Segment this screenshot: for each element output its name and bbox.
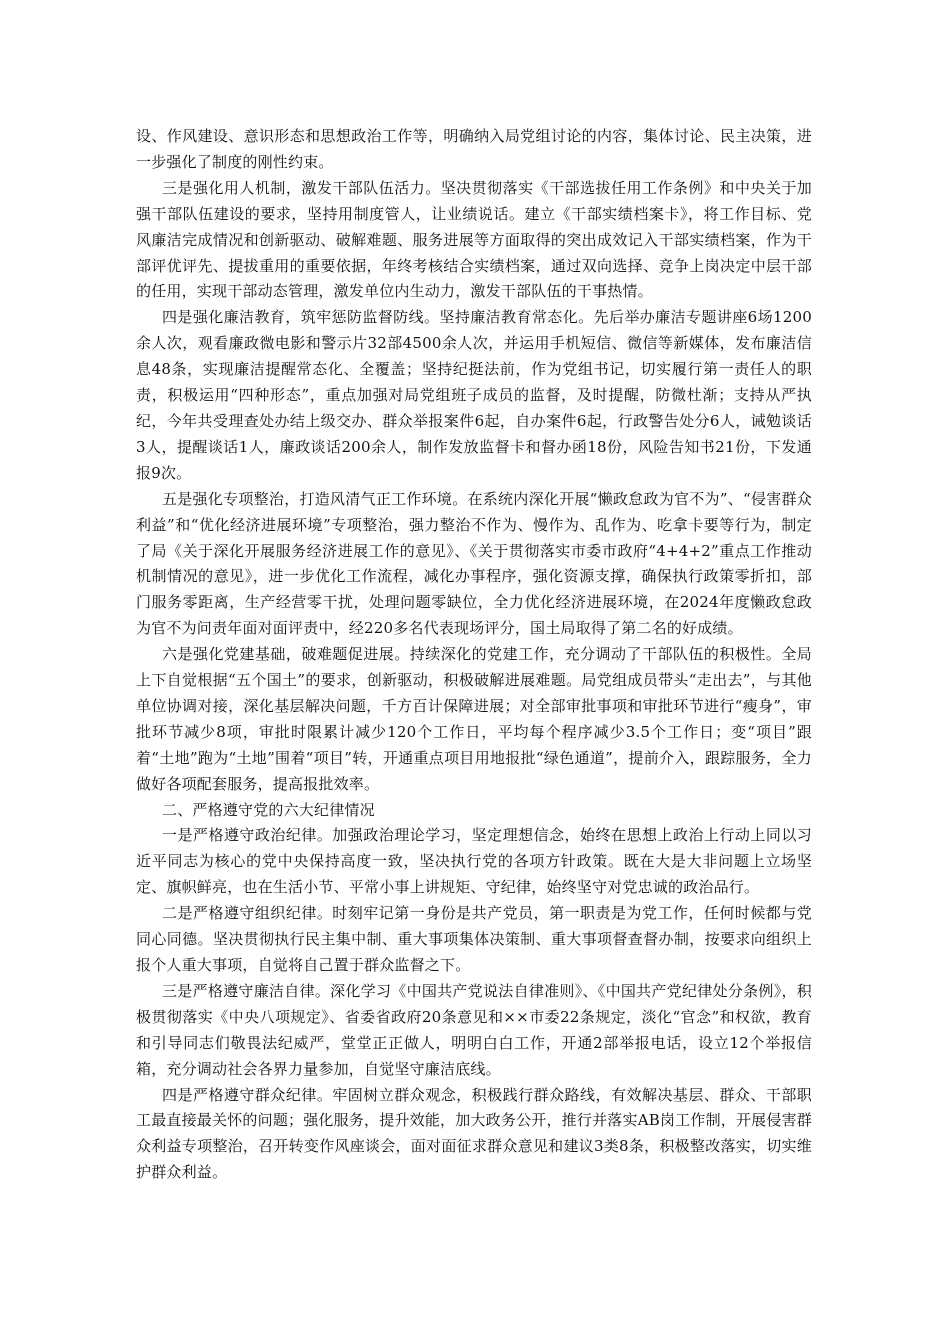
- paragraph-employment-mechanism: 三是强化用人机制，激发干部队伍活力。坚决贯彻落实《干部选拔任用工作条例》和中央关于加强干部队伍建设的要求，坚持用制度管人，让业绩说话。建立《干部实绩档案卡》，将工作目标、党风廉洁完成情况和创新驱动、破解难题、服务进展等方面取得的突出成效记入干部实绩档案，作为干部评优评先、提拔重用的重要依据，年终考核结合实绩档案，通过双向选择、竞争上岗决定中层干部的任用，实现干部动态管理，激发单位内生动力，激发干部队伍的干事热情。: [136, 178, 812, 301]
- paragraph-mass-discipline: 四是严格遵守群众纪律。牢固树立群众观念，积极践行群众路线，有效解决基层、群众、干部职工最直接最关怀的问题；强化服务，提升效能，加大政务公开，推行并落实AB岗工作制，开展侵害群众利益专项整治，召开转变作风座谈会，面对面征求群众意见和建议3类8条，积极整改落实，切实维护群众利益。: [136, 1085, 812, 1182]
- section-heading-six-disciplines: 二、严格遵守党的六大纪律情况: [162, 800, 375, 819]
- paragraph-special-rectification: 五是强化专项整治，打造风清气正工作环境。在系统内深化开展“懒政怠政为官不为”、“侵害群众利益”和“优化经济进展环境”专项整治，强力整治不作为、慢作为、乱作为、吃拿卡要等行为，制定了局《关于深化开展服务经济进展工作的意见》、《关于贯彻落实市委市政府“4+4+2”重点工作推动机制情况的意见》，进一步优化工作流程，减化办事程序，强化资源支撑，确保执行政策零折扣，部门服务零距离，生产经营零干扰，处理问题零缺位，全力优化经济进展环境，在2024年度懒政怠政为官不为问责年面对面评责中，经220多名代表现场评分，国土局取得了第二名的好成绩。: [136, 489, 812, 638]
- document-body: [136, 124, 812, 1186]
- paragraph-integrity-discipline: 三是严格遵守廉洁自律。深化学习《中国共产党说法自律准则》、《中国共产党纪律处分条例》，积极贯彻落实《中央八项规定》、省委省政府20条意见和××市委22条规定，淡化“官念”和权欲，教育和引导同志们敬畏法纪威严，堂堂正正做人，明明白白工作，开通2部举报电话，设立12个举报信箱，充分调动社会各界力量参加，自觉坚守廉洁底线。: [136, 981, 812, 1078]
- paragraph-integrity-education: 四是强化廉洁教育，筑牢惩防监督防线。坚持廉洁教育常态化。先后举办廉洁专题讲座6场1200余人次，观看廉政微电影和警示片32部4500余人次，并运用手机短信、微信等新媒体，发布廉洁信息48条，实现廉洁提醒常态化、全覆盖；坚持纪挺法前，作为党组书记，切实履行第一责任人的职责，积极运用“四种形态”，重点加强对局党组班子成员的监督，及时提醒，防微杜渐；支持从严执纪，今年共受理查处办结上级交办、群众举报案件6起，自办案件6起，行政警告处分6人，诫勉谈话3人，提醒谈话1人，廉政谈话200余人，制作发放监督卡和督办函18份，风险告知书21份，下发通报9次。: [136, 308, 812, 482]
- paragraph-organizational-discipline: 二是严格遵守组织纪律。时刻牢记第一身份是共产党员，第一职责是为党工作，任何时候都与党同心同德。坚决贯彻执行民主集中制、重大事项集体决策制、重大事项督查督办制，按要求向组织上报个人重大事项，自觉将自己置于群众监督之下。: [136, 904, 812, 974]
- paragraph-continuation: 设、作风建设、意识形态和思想政治工作等，明确纳入局党组讨论的内容，集体讨论、民主决策，进一步强化了制度的刚性约束。: [136, 127, 812, 171]
- paragraph-political-discipline: 一是严格遵守政治纪律。加强政治理论学习，坚定理想信念，始终在思想上政治上行动上同以习近平同志为核心的党中央保持高度一致，坚决执行党的各项方针政策。既在大是大非问题上立场坚定、旗帜鲜亮，也在生活小节、平常小事上讲规矩、守纪律，始终坚守对党忠诚的政治品行。: [136, 826, 812, 897]
- paragraph-party-building: 六是强化党建基础，破难题促进展。持续深化的党建工作，充分调动了干部队伍的积极性。全局上下自觉根据“五个国土”的要求，创新驱动，积极破解进展难题。局党组成员带头“走出去”，与其他单位协调对接，深化基层解决问题，千方百计保障进展；对全部审批事项和审批环节进行“瘦身”，审批环节减少8项，审批时限累计减少120个工作日，平均每个程序减少3.5个工作日；变“项目”跟着“土地”跑为“土地”围着“项目”转，开通重点项目用地报批“绿色通道”，提前介入，跟踪服务，全力做好各项配套服务，提高报批效率。: [136, 645, 812, 793]
